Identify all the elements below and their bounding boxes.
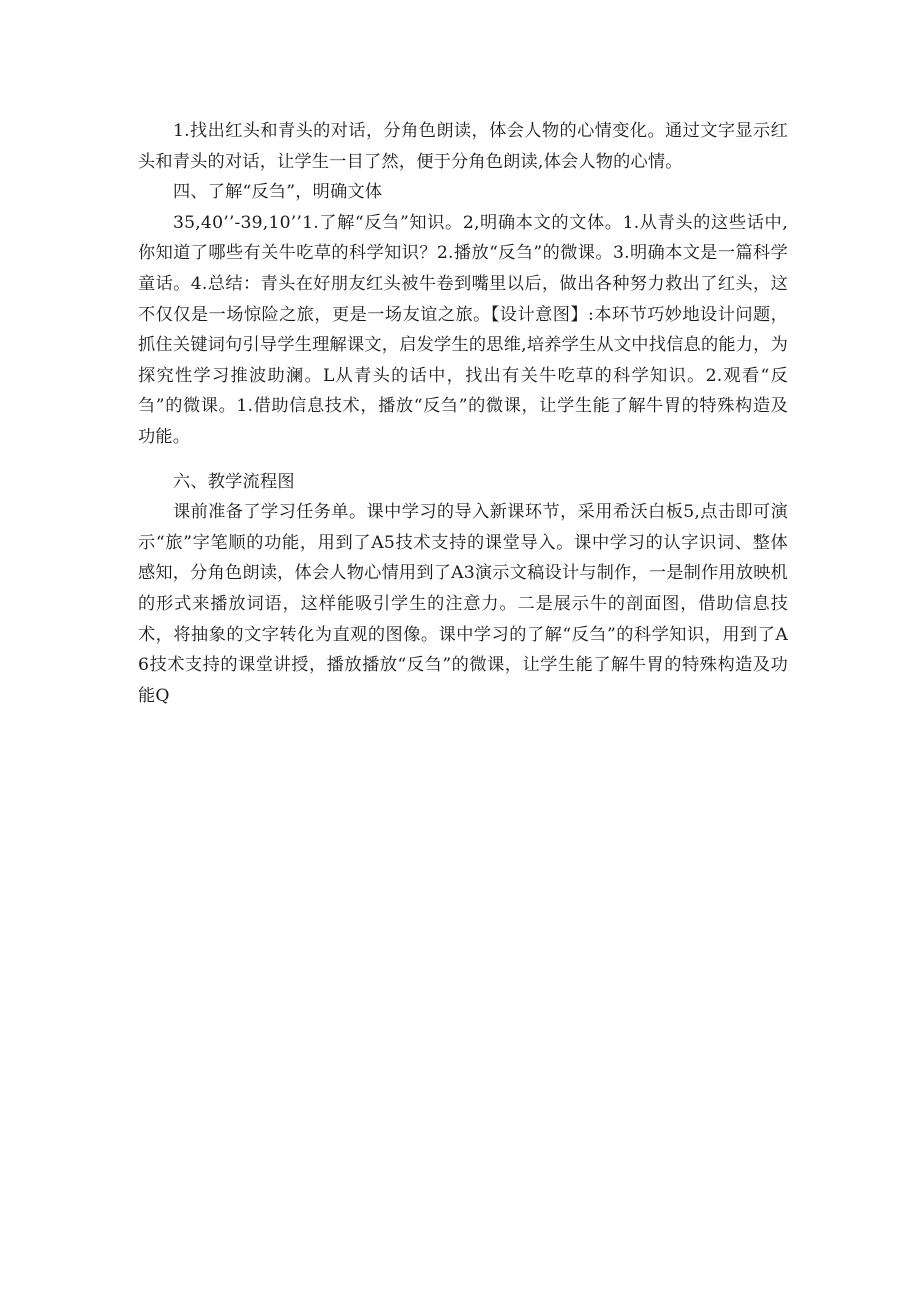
section-heading-rumination: 四、了解“反刍”，明确文体 <box>173 182 383 203</box>
document-body <box>138 116 788 711</box>
paragraph-teaching-flow: 课前准备了学习任务单。课中学习的导入新课环节，采用希沃白板5,点击即可演示“旅”字笔顺的功能，用到了A5技术支持的课堂导入。课中学习的认字识词、整体感知，分角色朗读，体会人物心情用到了A3演示文稿设计与制作，一是制作用放映机的形式来播放词语，这样能吸引学生的注意力。二是展示牛的剖面图，借助信息技术，将抽象的文字转化为直观的图像。课中学习的了解“反刍”的科学知识，用到了A6技术支持的课堂讲授，播放播放“反刍”的微课，让学生能了解牛胃的特殊构造及功能Q <box>138 502 788 706</box>
paragraph-dialogue-reading: 1.找出红头和青头的对话，分角色朗读，体会人物的心情变化。通过文字显示红头和青头的对话，让学生一目了然，便于分角色朗读,体会人物的心情。 <box>138 121 788 172</box>
section-heading-teaching-flowchart: 六、教学流程图 <box>173 471 295 492</box>
paragraph-rumination-activities: 35,40’’-39,10’’1.了解“反刍”知识。2,明确本文的文体。1.从青头的这些话中,你知道了哪些有关牛吃草的科学知识？2.播放“反刍”的微课。3.明确本文是一篇科学童话。4.总结：青头在好朋友红头被牛卷到嘴里以后，做出各种努力救出了红头，这不仅仅是一场惊险之旅，更是一场友谊之旅。【设计意图】:本环节巧妙地设计问题，抓住关键词句引导学生理解课文，启发学生的思维,培养学生从文中找信息的能力，为探究性学习推波助澜。L从青头的话中，找出有关牛吃草的科学知识。2.观看“反刍”的微课。1.借助信息技术，播放“反刍”的微课，让学生能了解牛胃的特殊构造及功能。 <box>138 212 788 447</box>
